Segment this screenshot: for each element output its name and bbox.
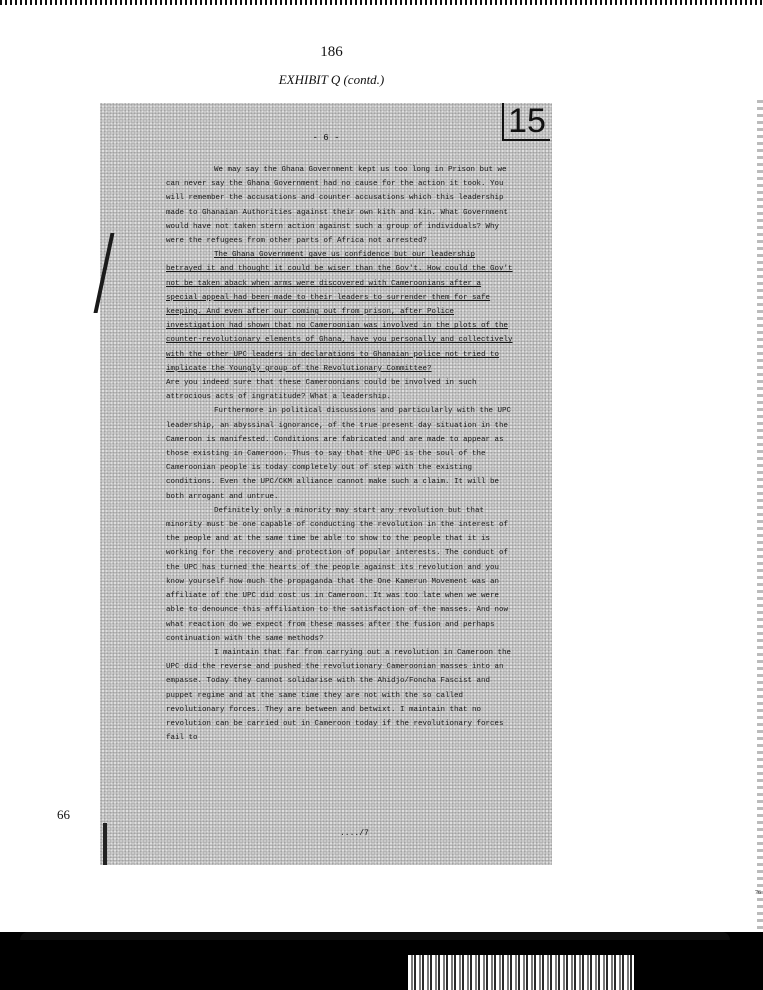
margin-page-number: 66 [57,807,70,822]
scanned-document-page [100,103,552,865]
barcode-strip [408,955,634,990]
continuation-marker: ..../7 [340,829,369,838]
margin-right-mark: 76 [755,890,761,896]
typewritten-body [166,163,514,745]
scan-right-edge [757,100,763,960]
scan-top-border [0,0,763,5]
paragraph-2: The Ghana Government gave us confidence but our leadership betrayed it and thought it could be wiser than the Gov't. How could the Gov't not be taken aback when arms were discovered with Cameroonians after a special appeal had been made to their leaders to surrender them for safe keeping. And even after our coming out from prison, after Police investigation had shown that no Cameroonian was involved in the plots of the counter-revolutionary elements of Ghana, have you personally and collectively with the other UPC leaders in declarations to Ghanaian police not tried to implicate the Youngly group of the Revolutionary Committee? [166,251,513,373]
paper-edge-shadow-lower [103,823,107,865]
paragraph-6: I maintain that far from carrying out a revolution in Cameroon the UPC did the reverse and pushed the revolutionary Cameroonian masses into an empasse. Today they cannot solidarise with the Ahidjo/Foncha Fascist and puppet regime and at the same time they are not with the so called revolutionary forces. They are between and betwixt. I maintain that no revolution can be carried out in Cameroon today if the revolutionary forces fail to [166,648,512,743]
paragraph-3: Are you indeed sure that these Cameroonians could be involved in such attrocious acts of ingratitude? What a leadership. [166,379,477,402]
paragraph-5: Definitely only a minority may start any revolution but that minority must be one capable of conducting the revolution in the interest of the people and at the same time be able to show to the people that it is working for the recovery and protection of popular interests. The conduct of the UPC has turned the hearts of the people against its revolution and you know yourself how much the propaganda that the One Kamerun Movement was an affiliate of the UPC did cost us in Cameroon. It was too late when we were able to denounce this affiliation to the satisfaction of the masses. And now what reaction do we expect from these masses after the fusion and perhaps continuation with the same methods? [166,506,509,643]
paper-edge-shadow [93,233,114,313]
paragraph-4: Furthermore in political discussions and particularly with the UPC leadership, an abyssinal ignorance, of the true present day situation in the Cameroon is manifested. Conditions are fabricated and are made to appear as those existing in Cameroon. Thus to say that the UPC is the soul of the Cameroonian people is today completely out of step with the existing conditions. Even the UPC/CKM alliance cannot make such a claim. It will be both arrogant and untrue. [166,407,512,501]
folio-number-stamp: 15 [502,103,550,141]
page-number: 186 [320,44,343,60]
document-page-mark: - 6 - [312,133,340,143]
scanner-bottom-lip [20,932,730,940]
paragraph-1: We may say the Ghana Government kept us too long in Prison but we can never say the Ghana Government had no cause for the action it took. You will remember the accusations and counter accusations which this leadership made to Ghanaian Authorities against their own kith and kin. What Government would have not taken stern action against such a group of individuals? Why were the refugees from other parts of Africa not arrested? [166,166,509,246]
scanner-bottom-band [0,932,763,990]
exhibit-caption: EXHIBIT Q (contd.) [278,72,385,87]
